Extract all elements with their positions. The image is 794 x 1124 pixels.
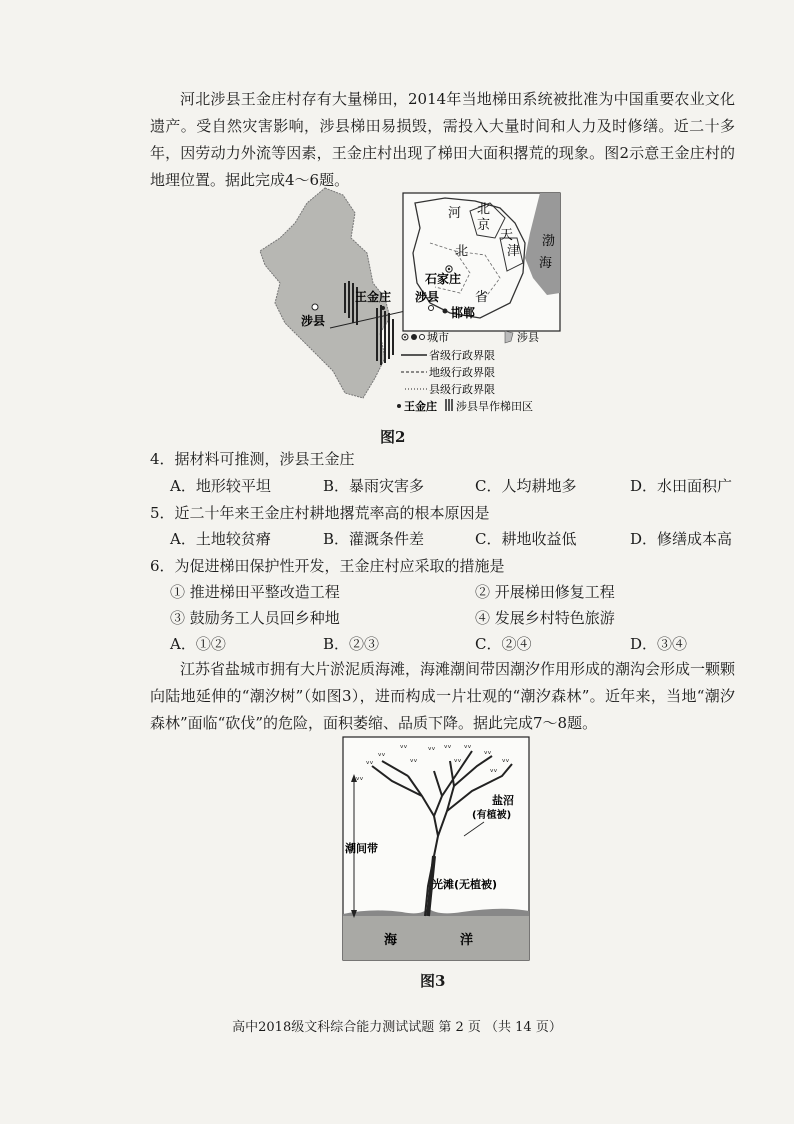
inset-label-jin: 津 (507, 244, 521, 259)
svg-text:ᵥᵥ: ᵥᵥ (366, 757, 374, 767)
inset-label-tian: 天 (500, 228, 514, 243)
question-5-stem: 5．近二十年来王金庄村耕地撂荒率高的根本原因是 (150, 504, 490, 522)
q4-option-b: B．暴雨灾害多 (323, 477, 425, 495)
figure-2-caption: 图2 (380, 428, 406, 446)
legend-county: 县级行政界限 (429, 383, 495, 396)
inset-label-jing: 京 (477, 218, 491, 233)
svg-text:ᵥᵥ: ᵥᵥ (356, 773, 364, 783)
legend-shexian: 涉县 (517, 331, 539, 344)
inset-label-sheng: 省 (475, 290, 489, 305)
inset-label-bei-2: 北 (455, 244, 469, 259)
q6-item-4: ④ 发展乡村特色旅游 (475, 609, 615, 627)
q6-option-a: A．①② (170, 635, 226, 653)
figure-2-map (255, 183, 565, 413)
map-legend (397, 330, 539, 413)
svg-text:ᵥᵥ: ᵥᵥ (410, 755, 418, 765)
passage-1: 河北涉县王金庄村存有大量梯田，2014年当地梯田系统被批准为中国重要农业文化遗产。受自然灾害影响，涉县梯田易损毁，需投入大量时间和人力及时修缮。近二十多年，因劳动力外流等因素，王金庄村出现了梯田大面积撂荒的现象。图2示意王金庄村的地理位置。据此完成4～6题。 (150, 90, 735, 189)
legend-city: 城市 (427, 331, 449, 344)
q6-item-3: ③ 鼓励务工人员回乡种地 (170, 609, 340, 627)
q5-option-a: A．土地较贫瘠 (170, 530, 271, 548)
svg-text:ᵥᵥ: ᵥᵥ (444, 741, 452, 751)
inset-label-bo: 渤 (542, 234, 556, 249)
inset-label-shijiazhuang: 石家庄 (425, 272, 462, 286)
svg-text:ᵥᵥ: ᵥᵥ (484, 747, 492, 757)
figure-3-caption: 图3 (420, 972, 446, 990)
map-label-shexian: 涉县 (301, 314, 326, 328)
svg-text:ᵥᵥ: ᵥᵥ (400, 741, 408, 751)
q6-item-1: ① 推进梯田平整改造工程 (170, 583, 340, 601)
figure-3-tidal-tree (342, 736, 530, 961)
label-salt-marsh: 盐沼 (492, 794, 514, 807)
ocean-area (343, 914, 529, 960)
legend-provincial: 省级行政界限 (429, 349, 495, 362)
q4-option-a: A．地形较平坦 (170, 477, 271, 495)
label-ocean-2: 洋 (460, 933, 474, 948)
inset-label-hai: 海 (539, 256, 553, 271)
inset-label-he: 河 (448, 206, 462, 221)
svg-text:ᵥᵥ: ᵥᵥ (428, 743, 436, 753)
svg-text:ᵥᵥ: ᵥᵥ (502, 755, 510, 765)
q5-option-c: C．耕地收益低 (475, 530, 577, 548)
q6-item-2: ② 开展梯田修复工程 (475, 583, 615, 601)
q6-option-d: D．③④ (630, 635, 688, 653)
svg-text:ᵥᵥ: ᵥᵥ (490, 765, 498, 775)
label-bare-flat: 光滩(无植被) (432, 878, 498, 891)
question-4-stem: 4．据材料可推测，涉县王金庄 (150, 450, 355, 468)
legend-wangjinzhuang: 王金庄 (404, 400, 437, 413)
label-intertidal: 潮间带 (345, 842, 378, 855)
q6-option-c: C．②④ (475, 635, 532, 653)
inset-label-bei-1: 北 (477, 202, 491, 217)
legend-terrace: 涉县旱作梯田区 (456, 400, 533, 413)
legend-prefectural: 地级行政界限 (429, 366, 495, 379)
inset-label-handan: 邯郸 (451, 306, 476, 320)
svg-text:ᵥᵥ: ᵥᵥ (454, 755, 462, 765)
question-6-stem: 6．为促进梯田保护性开发，王金庄村应采取的措施是 (150, 557, 505, 575)
q4-option-c: C．人均耕地多 (475, 477, 577, 495)
inset-label-shexian: 涉县 (415, 290, 440, 304)
label-ocean-1: 海 (384, 933, 398, 948)
q5-option-d: D．修缮成本高 (630, 530, 733, 548)
label-salt-marsh-note: (有植被) (472, 810, 512, 821)
svg-text:ᵥᵥ: ᵥᵥ (378, 749, 386, 759)
svg-text:ᵥᵥ: ᵥᵥ (464, 741, 472, 751)
passage-2: 江苏省盐城市拥有大片淤泥质海滩，海滩潮间带因潮汐作用形成的潮沟会形成一颗颗向陆地延伸的“潮汐树”（如图3），进而构成一片壮观的“潮汐森林”。近年来，当地“潮汐森林”面临“砍伐”的危险，面积萎缩、品质下降。据此完成7～8题。 (150, 660, 736, 732)
page-footer: 高中2018级文科综合能力测试试题 第 2 页 （共 14 页） (232, 1020, 562, 1035)
map-label-wangjinzhuang: 王金庄 (355, 290, 392, 304)
q6-option-b: B．②③ (323, 635, 380, 653)
q4-option-d: D．水田面积广 (630, 477, 733, 495)
q5-option-b: B．灌溉条件差 (323, 530, 425, 548)
